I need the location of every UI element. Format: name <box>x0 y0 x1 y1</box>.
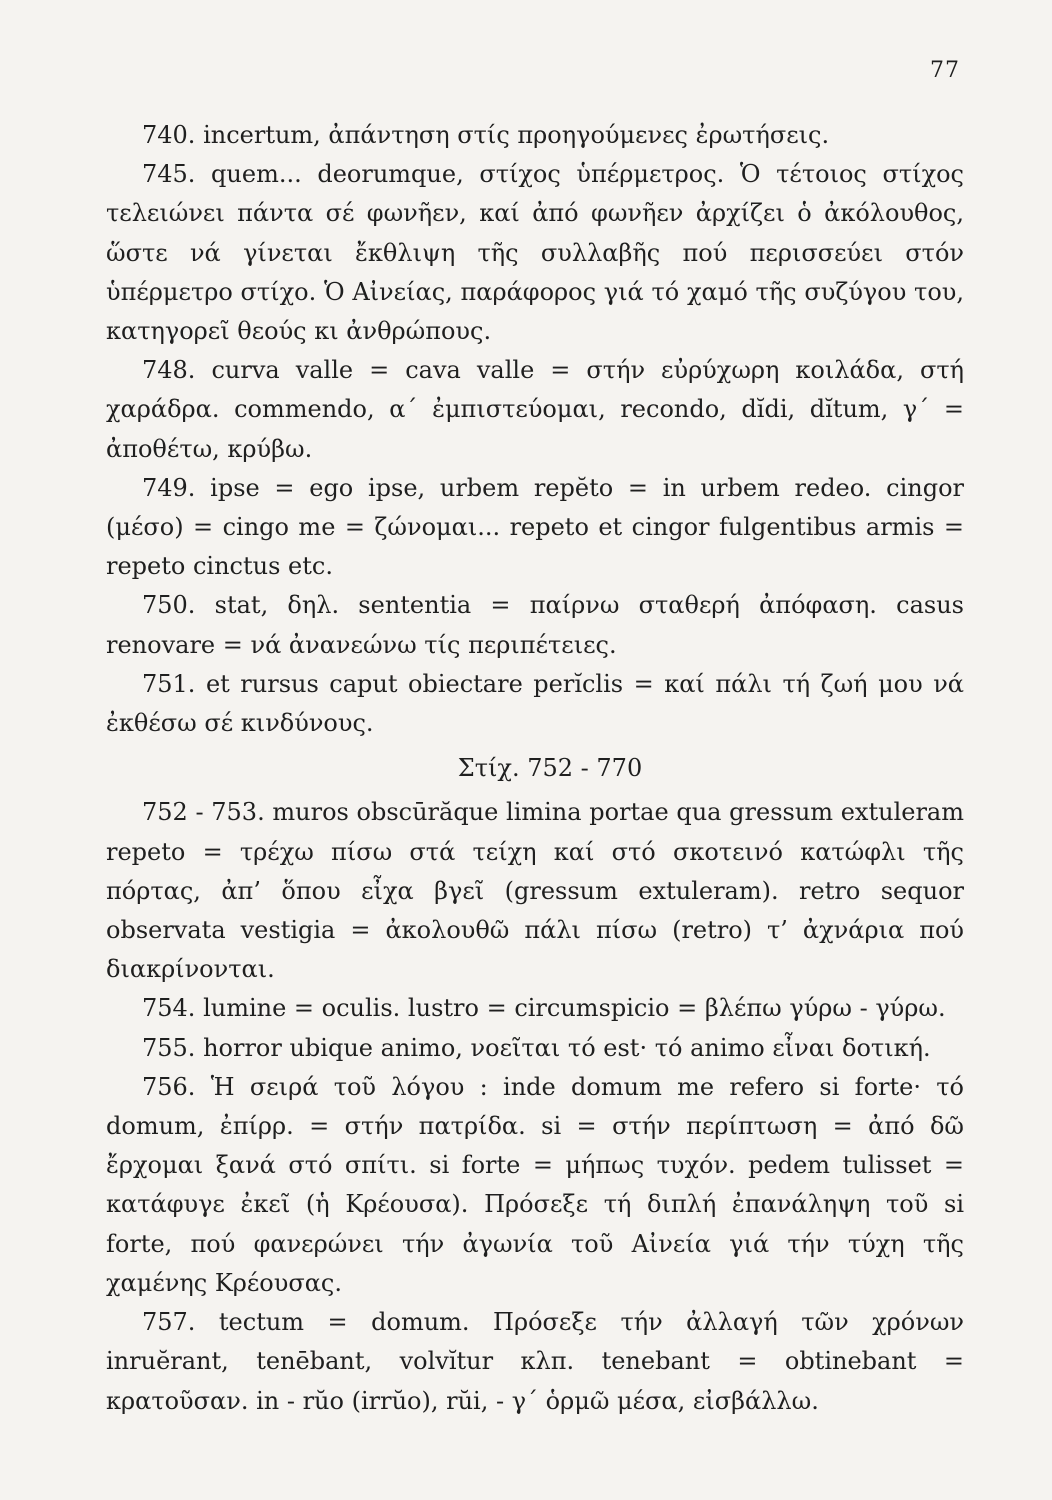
note-752-753: 752 - 753. muros obscūrăque limina portae qua gressum extuleram repeto = τρέχω πίσω στά τείχη καί στό σκοτεινό κατώφλι τῆς πόρτας, ἀπ’ ὅπου εἶχα βγεῖ (gressum extuleram). retro sequor observata vestigia = ἀκολουθῶ πάλι πίσω (retro) τ’ ἀχνάρια πού διακρίνονται. <box>106 798 964 984</box>
page-number: 77 <box>930 58 960 83</box>
note-751: 751. et rursus caput obiectare perĭclis = καί πάλι τή ζωή μου νά ἐκθέσω σέ κινδύνους. <box>106 669 964 738</box>
section-heading: Στίχ. 752 - 770 <box>457 754 643 783</box>
note-754: 754. lumine = oculis. lustro = circumspicio = βλέπω γύρω - γύρω. <box>142 994 946 1023</box>
note-749: 749. ipse = ego ipse, urbem repĕto = in urbem redeo. cingor (μέσο) = cingo me = ζώνομαι... repeto et cingor fulgentibus armis = repeto cinctus etc. <box>106 473 964 581</box>
note-757: 757. tectum = domum. Πρόσεξε τήν ἀλλαγή τῶν χρόνων inruĕrant, tenēbant, volvĭtur κλπ. tenebant = obtinebant = κρατοῦσαν. in - rŭo (irrŭo), rŭi, - γ΄ ὁρμῶ μέσα, εἰσβάλλω. <box>106 1308 964 1415</box>
note-740: 740. incertum, ἀπάντηση στίς προηγούμενες ἐρωτήσεις. <box>142 121 830 149</box>
note-755: 755. horror ubique animo, νοεῖται τό est· τό animo εἶναι δοτική. <box>142 1033 931 1062</box>
note-750: 750. stat, δηλ. sententia = παίρνω σταθερή ἀπόφαση. casus renovare = νά ἀνανεώνω τίς περιπέτειες. <box>106 591 964 659</box>
note-745: 745. quem... deorumque, στίχος ὑπέρμετρος. Ὁ τέτοιος στίχος τελειώνει πάντα σέ φωνῆεν, καί ἀπό φωνῆεν ἀρχίζει ὁ ἀκόλουθος, ὥστε νά γίνεται ἔκθλιψη τῆς συλλαβῆς πού περισσεύει στόν ὑπέρμετρο στίχο. Ὁ Αἰνείας, παράφορος γιά τό χαμό τῆς συζύγου του, κατηγορεῖ θεούς κι ἀνθρώπους. <box>106 160 964 346</box>
note-748: 748. curva valle = cava valle = στήν εὐρύχωρη κοιλάδα, στή χαράδρα. commendo, α΄ ἐμπιστεύομαι, recondo, dĭdi, dĭtum, γ΄ = ἀποθέτω, κρύβω. <box>106 356 964 463</box>
note-756: 756. Ἡ σειρά τοῦ λόγου : inde domum me refero si forte· τό domum, ἐπίρρ. = στήν πατρίδα. si = στήν περίπτωση = ἀπό δῶ ἔρχομαι ξανά στό σπίτι. si forte = μήπως τυχόν. pedem tulisset = κατάφυγε ἐκεῖ (ἡ Κρέουσα). Πρόσεξε τή διπλή ἐπανάληψη τοῦ si forte, πού φανερώνει τήν ἀγωνία τοῦ Αἰνεία γιά τήν τύχη τῆς χαμένης Κρέουσας. <box>106 1072 964 1297</box>
commentary-body <box>106 116 964 1421</box>
